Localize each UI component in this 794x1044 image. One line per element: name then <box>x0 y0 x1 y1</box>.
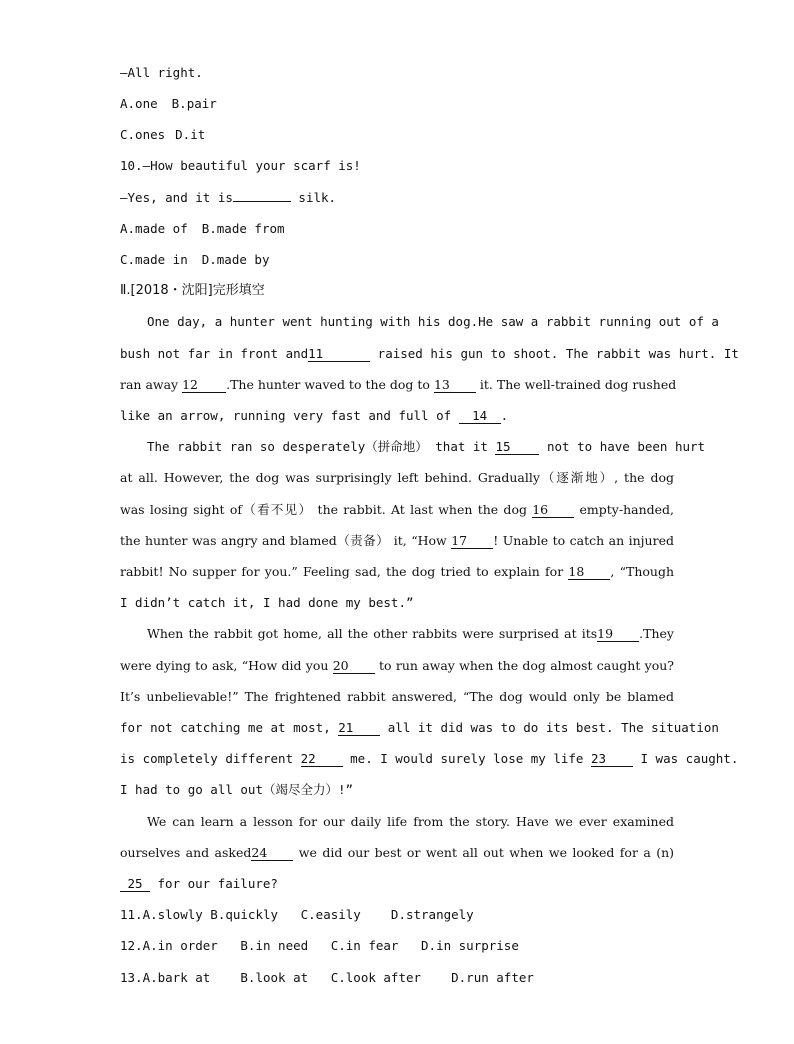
q9-options-cd <box>120 127 680 143</box>
blank-13: 13 <box>434 378 476 393</box>
p1-line2: bush not far in front and11 raised his gun to shoot. The rabbit was hurt. It <box>120 346 739 361</box>
blank-25: 25 <box>120 877 150 892</box>
q10-option-b: B.made from <box>201 221 285 236</box>
q10-option-d: D.made by <box>201 252 270 267</box>
p1-line3: ran away 12 .The hunter waved to the dog to 13 it. The well-trained dog rushed <box>120 377 677 392</box>
q11-options: 11.A.slowly B.quickly C.easily D.strangely <box>120 907 474 922</box>
q10-options-cd <box>120 252 680 268</box>
q10-option-a: A.made of <box>120 221 188 236</box>
q12-options: 12.A.in order B.in need C.in fear D.in surprise <box>120 938 519 953</box>
q9-option-a: A.one <box>120 96 158 111</box>
blank-16: 16 <box>532 503 574 518</box>
q9-option-b: B.pair <box>171 96 217 111</box>
blank-18: 18 <box>568 565 610 580</box>
p2-line5: rabbit! No supper for you.” Feeling sad, the dog tried to explain for 18 , “Though <box>120 564 675 579</box>
blank-24: 24 <box>251 846 293 861</box>
q9-options-ab <box>120 96 680 112</box>
p3-line4: for not catching me at most, 21 all it did was to do its best. The situation <box>120 720 719 735</box>
p4-line1: We can learn a lesson for our daily life from the story. Have we ever examined <box>147 814 674 829</box>
blank-19: 19 <box>597 627 639 642</box>
p3-line1: When the rabbit got home, all the other rabbits were surprised at its19 .They <box>147 626 674 641</box>
blank-22: 22 <box>301 752 343 767</box>
p3-line2: were dying to ask, “How did you 20 to run away when the dog almost caught you? <box>120 658 674 673</box>
blank-11: 11 <box>308 347 370 362</box>
q10-option-c: C.made in <box>120 252 188 267</box>
q9-reply: —All right. <box>120 65 203 80</box>
p3-line5: is completely different 22 me. I would surely lose my life 23 I was caught. <box>120 751 739 766</box>
p4-line2: ourselves and asked24 we did our best or went all out when we looked for a (n) <box>120 845 674 860</box>
p3-line6: I had to go all out（竭尽全力）!” <box>120 782 354 797</box>
blank-21: 21 <box>338 721 380 736</box>
blank-14: 14 <box>459 409 501 424</box>
blank-23: 23 <box>591 752 633 767</box>
q10-blank <box>233 201 291 202</box>
blank-20: 20 <box>333 659 375 674</box>
q13-options: 13.A.bark at B.look at C.look after D.run after <box>120 970 534 985</box>
p2-line2: at all. However, the dog was surprisingly left behind. Gradually（逐渐地）, the dog <box>120 470 674 485</box>
q10-question: 10.—How beautiful your scarf is! <box>120 158 361 173</box>
p2-line4: the hunter was angry and blamed（责备） it, “How 17 ! Unable to catch an injured <box>120 533 674 548</box>
p2-line1: The rabbit ran so desperately（拼命地） that it 15 not to have been hurt <box>147 439 706 454</box>
q9-option-c: C.ones <box>120 127 166 142</box>
section-title: Ⅱ.[2018・沈阳]完形填空 <box>120 283 265 298</box>
blank-17: 17 <box>451 534 493 549</box>
p2-line3: was losing sight of（看不见） the rabbit. At last when the dog 16 empty-handed, <box>120 502 674 517</box>
q10-options-ab <box>120 221 680 237</box>
p1-line4: like an arrow, running very fast and full of 14 . <box>120 408 509 423</box>
p4-line3: 25 for our failure? <box>120 876 680 892</box>
blank-12: 12 <box>182 378 226 393</box>
p1-line1: One day, a hunter went hunting with his dog.He saw a rabbit running out of a <box>147 314 719 329</box>
p2-line6: I didn’t catch it, I had done my best.” <box>120 595 414 610</box>
p3-line3: It’s unbelievable!” The frightened rabbit answered, “The dog would only be blamed <box>120 689 674 704</box>
blank-15: 15 <box>495 440 539 455</box>
q10-reply: —Yes, and it is silk. <box>120 190 337 205</box>
q9-option-d: D.it <box>175 127 206 142</box>
